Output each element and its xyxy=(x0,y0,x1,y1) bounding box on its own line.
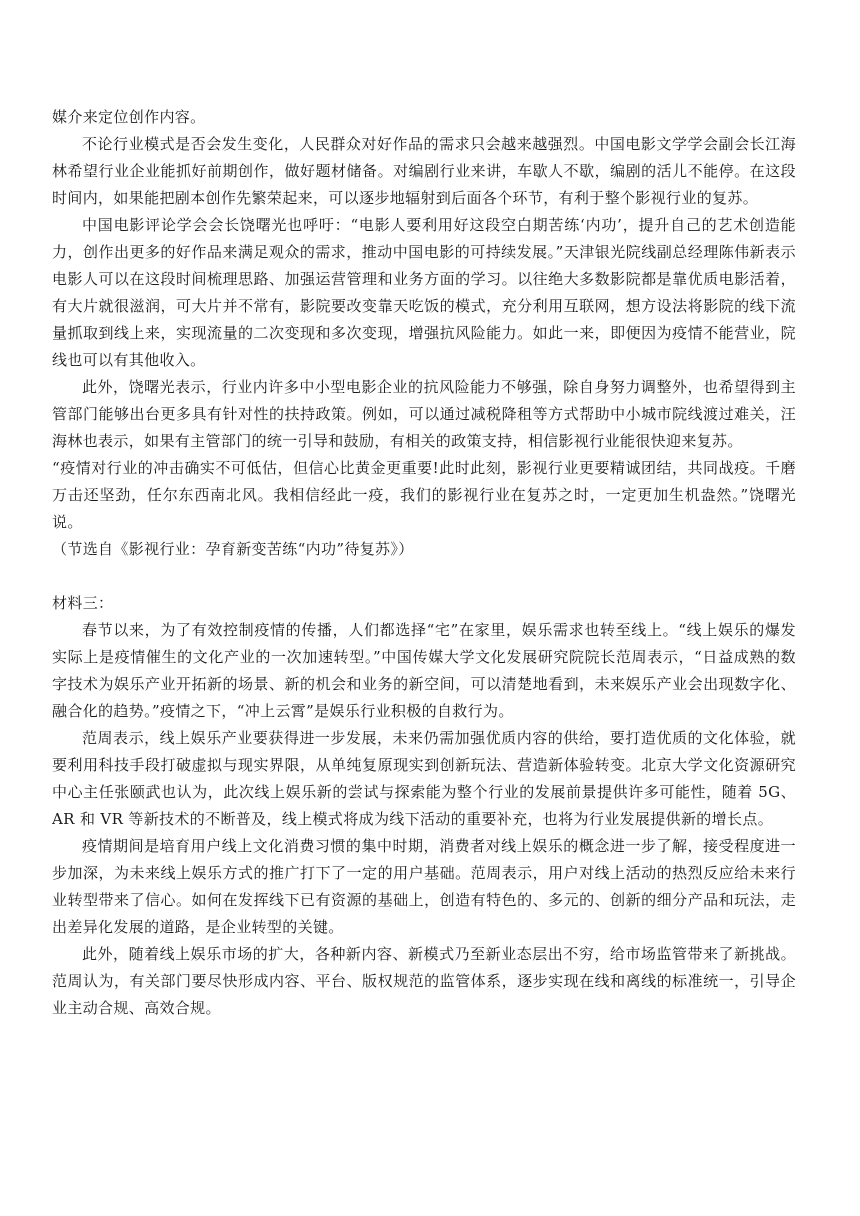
document-page xyxy=(52,104,796,1022)
paragraph-continuation: 媒介来定位创作内容。 xyxy=(52,108,206,126)
paragraph-technology-experience: 范周表示，线上娱乐产业要获得进一步发展，未来仍需加强优质内容的供给，要打造优质的文化体验，就要利用科技手段打破虚拟与现实界限，从单纯复原现实到创新玩法、营造新体验转变。北京大学文化资源研究中心主任张颐武也认为，此次线上娱乐新的尝试与探索能为整个行业的发展前景提供许多可能性，随着 5G、AR 和 VR 等新技术的不断普及，线上模式将成为线下活动的重要补充，也将为行业发展提供新的增长点。 xyxy=(52,729,796,828)
source-citation: （节选自《影视行业：孕育新变苦练“内功”待复苏》） xyxy=(52,540,414,558)
paragraph-policy-support: 此外，饶曙光表示，行业内许多中小型电影企业的抗风险能力不够强，除自身努力调整外，也希望得到主管部门能够出台更多具有针对性的扶持政策。例如，可以通过减税降租等方式帮助中小城市院线渡过难关，汪海林也表示，如果有主管部门的统一引导和鼓励，有相关的政策支持，相信影视行业能很快迎来复苏。 xyxy=(52,378,796,450)
section-heading-material-3: 材料三： xyxy=(52,594,114,612)
blank-line xyxy=(52,563,796,590)
paragraph-quote: “疫情对行业的冲击确实不可低估，但信心比黄金更重要!此时此刻，影视行业更要精诚团结，共同战疫。千磨万击还坚劲，任尔东西南北风。我相信经此一疫，我们的影视行业在复苏之时，一定更加生机盎然。”饶曙光说。 xyxy=(52,459,796,531)
paragraph-online-entertainment: 春节以来，为了有效控制疫情的传播，人们都选择“宅”在家里，娱乐需求也转至线上。“线上娱乐的爆发实际上是疫情催生的文化产业的一次加速转型。”中国传媒大学文化发展研究院院长范周表示，“日益成熟的数字技术为娱乐产业开拓新的场景、新的机会和业务的新空间，可以清楚地看到，未来娱乐产业会出现数字化、融合化的趋势。”疫情之下，“冲上云霄”是娱乐行业积极的自救行为。 xyxy=(52,621,796,720)
paragraph-market-regulation: 此外，随着线上娱乐市场的扩大，各种新内容、新模式乃至新业态层出不穷，给市场监管带来了新挑战。范周认为，有关部门要尽快形成内容、平台、版权规范的监管体系，逐步实现在线和离线的标准统一，引导企业主动合规、高效合规。 xyxy=(52,945,796,1017)
paragraph-user-habits: 疫情期间是培育用户线上文化消费习惯的集中时期，消费者对线上娱乐的概念进一步了解，接受程度进一步加深，为未来线上娱乐方式的推广打下了一定的用户基础。范周表示，用户对线上活动的热烈反应给未来行业转型带来了信心。如何在发挥线下已有资源的基础上，创造有特色的、多元的、创新的细分产品和玩法，走出差异化发展的道路，是企业转型的关键。 xyxy=(52,837,796,936)
paragraph-rao-shuguang: 中国电影评论学会会长饶曙光也呼吁：“电影人要利用好这段空白期苦练‘内功’，提升自己的艺术创造能力，创作出更多的好作品来满足观众的需求，推动中国电影的可持续发展。”天津银光院线副总经理陈伟新表示电影人可以在这段时间梳理思路、加强运营管理和业务方面的学习。以往绝大多数影院都是靠优质电影活着，有大片就很滋润，可大片并不常有，影院要改变靠天吃饭的模式，充分利用互联网，想方设法将影院的线下流量抓取到线上来，实现流量的二次变现和多次变现，增强抗风险能力。如此一来，即便因为疫情不能营业，院线也可以有其他收入。 xyxy=(52,216,796,369)
paragraph-jiang-hailin: 不论行业模式是否会发生变化，人民群众对好作品的需求只会越来越强烈。中国电影文学学会副会长江海林希望行业企业能抓好前期创作，做好题材储备。对编剧行业来讲，车歇人不歇，编剧的活儿不能停。在这段时间内，如果能把剧本创作先繁荣起来，可以逐步地辐射到后面各个环节，有利于整个影视行业的复苏。 xyxy=(52,135,796,207)
